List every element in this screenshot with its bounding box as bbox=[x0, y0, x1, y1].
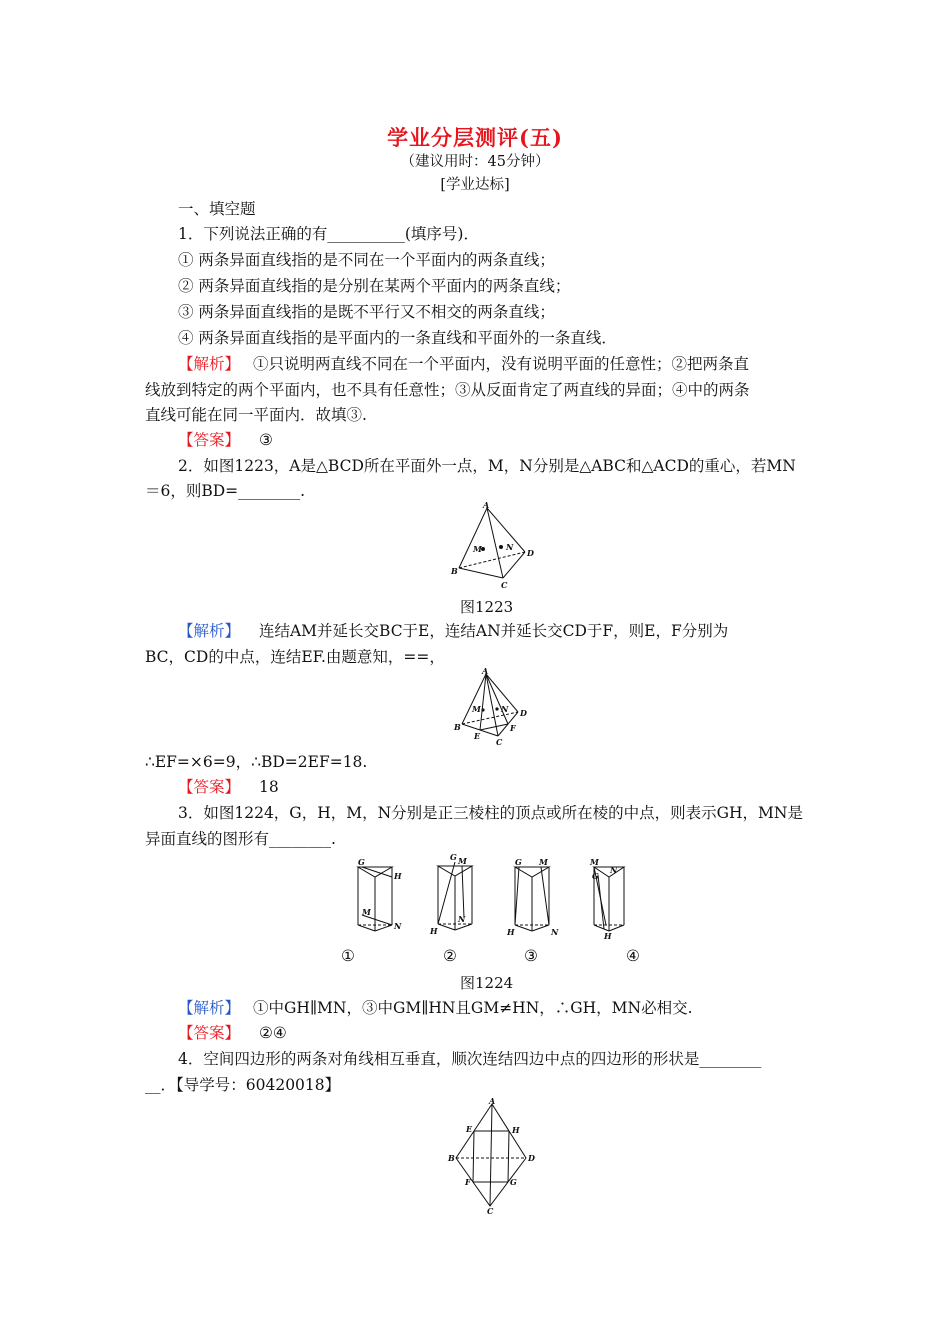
q3-stem-line-1: 3．如图1224，G，H，M，N分别是正三棱柱的顶点或所在棱的中点，则表示GH，MN是 bbox=[178, 804, 803, 822]
svg-text:G: G bbox=[510, 1177, 517, 1187]
svg-text:D: D bbox=[520, 708, 527, 718]
tetrahedron-auxiliary-figure bbox=[452, 668, 532, 746]
analysis-tag: 【解析】 bbox=[178, 999, 241, 1017]
q2-conclusion: ∴EF=×6=9，∴BD=2EF=18. bbox=[145, 753, 368, 771]
svg-text:G: G bbox=[358, 857, 365, 867]
svg-text:H: H bbox=[394, 871, 402, 881]
figure-1223-caption: 图1223 bbox=[460, 598, 514, 616]
svg-text:G: G bbox=[515, 857, 522, 867]
svg-text:D: D bbox=[528, 1153, 535, 1163]
prism-figure-4 bbox=[584, 855, 644, 940]
part-heading: 一、填空题 bbox=[178, 200, 256, 218]
q2-answer bbox=[178, 777, 279, 797]
svg-text:F: F bbox=[510, 723, 516, 733]
q2-stem-line-1: 2．如图1223，A是△BCD所在平面外一点，M，N分别是△ABC和△ACD的重心，若MN bbox=[178, 457, 796, 475]
analysis-tag: 【解析】 bbox=[178, 355, 241, 373]
svg-text:C: C bbox=[487, 1206, 494, 1214]
svg-text:M: M bbox=[590, 857, 599, 867]
analysis-text: ①只说明两直线不同在一个平面内，没有说明平面的任意性；②把两条直 bbox=[252, 355, 749, 373]
svg-text:M: M bbox=[458, 856, 467, 866]
q2-analysis-line-2: BC，CD的中点，连结EF.由题意知，==， bbox=[145, 648, 445, 666]
svg-text:H: H bbox=[604, 931, 612, 940]
answer-tag: 【答案】 bbox=[178, 778, 241, 796]
q4-stem-line-2: __．【导学号：60420018】 bbox=[145, 1076, 341, 1094]
q1-analysis-line-3: 直线可能在同一平面内．故填③. bbox=[145, 406, 367, 424]
svg-text:A: A bbox=[482, 668, 489, 676]
prism-label-2: ② bbox=[443, 947, 457, 965]
answer-value: 18 bbox=[258, 778, 279, 796]
q1-stem: 1．下列说法正确的有__________(填序号)． bbox=[178, 225, 479, 243]
prism-label-3: ③ bbox=[524, 947, 538, 965]
q4-stem-line-1: 4．空间四边形的两条对角线相互垂直，顺次连结四边中点的四边形的形状是________ bbox=[178, 1050, 762, 1068]
svg-text:N: N bbox=[551, 927, 559, 937]
svg-text:N: N bbox=[394, 921, 402, 931]
svg-text:H: H bbox=[507, 927, 515, 937]
analysis-text: ①中GH∥MN，③中GM∥HN且GM≠HN，∴GH，MN必相交. bbox=[252, 999, 693, 1017]
q1-analysis-line-2: 线放到特定的两个平面内，也不具有任意性；③从反面肯定了两直线的异面；④中的两条 bbox=[145, 381, 750, 399]
q2-stem-line-2: ＝6，则BD=________. bbox=[145, 482, 306, 500]
spatial-quadrilateral-figure bbox=[440, 1096, 540, 1214]
svg-text:E: E bbox=[474, 731, 481, 741]
svg-text:D: D bbox=[527, 548, 534, 558]
prism-label-4: ④ bbox=[626, 947, 640, 965]
svg-text:H: H bbox=[430, 926, 438, 936]
answer-value: ③ bbox=[258, 431, 273, 449]
svg-text:N: N bbox=[501, 704, 509, 714]
svg-text:M: M bbox=[472, 704, 481, 714]
q2-analysis-line-1 bbox=[178, 621, 728, 641]
svg-text:C: C bbox=[501, 580, 508, 590]
svg-text:M: M bbox=[473, 544, 482, 554]
q1-answer bbox=[178, 430, 273, 450]
svg-text:C: C bbox=[496, 737, 503, 746]
prism-figure-3 bbox=[505, 855, 565, 937]
svg-text:M: M bbox=[539, 857, 548, 867]
svg-text:N: N bbox=[506, 542, 514, 552]
prism-figure-1 bbox=[348, 855, 408, 937]
q1-option-1: ① 两条异面直线指的是不同在一个平面内的两条直线； bbox=[178, 251, 555, 269]
prism-figure-2 bbox=[428, 852, 488, 937]
q1-analysis-line-1 bbox=[178, 354, 749, 374]
page-title: 学业分层测评(五) bbox=[387, 125, 563, 150]
q1-option-4: ④ 两条异面直线指的是平面内的一条直线和平面外的一条直线． bbox=[178, 329, 617, 347]
figure-1224-caption: 图1224 bbox=[460, 974, 514, 992]
svg-text:A: A bbox=[483, 500, 490, 510]
svg-text:H: H bbox=[512, 1125, 520, 1135]
prism-label-1: ① bbox=[341, 947, 355, 965]
svg-text:A: A bbox=[489, 1096, 496, 1106]
svg-text:G: G bbox=[450, 852, 457, 862]
analysis-text: 连结AM并延长交BC于E，连结AN并延长交CD于F，则E，F分别为 bbox=[258, 622, 729, 640]
q3-answer bbox=[178, 1023, 287, 1043]
analysis-tag: 【解析】 bbox=[178, 622, 241, 640]
svg-text:E: E bbox=[466, 1124, 473, 1134]
svg-text:N: N bbox=[610, 865, 618, 875]
svg-text:M: M bbox=[362, 907, 371, 917]
q3-analysis bbox=[178, 998, 693, 1018]
answer-tag: 【答案】 bbox=[178, 1024, 241, 1042]
svg-text:F: F bbox=[465, 1177, 471, 1187]
q1-option-3: ③ 两条异面直线指的是既不平行又不相交的两条直线； bbox=[178, 303, 555, 321]
time-hint: （建议用时：45分钟） bbox=[400, 154, 550, 170]
svg-text:B: B bbox=[448, 1153, 455, 1163]
svg-text:B: B bbox=[451, 566, 458, 576]
q1-option-2: ② 两条异面直线指的是分别在某两个平面内的两条直线； bbox=[178, 277, 571, 295]
svg-text:B: B bbox=[454, 722, 461, 732]
section-tag: [学业达标] bbox=[440, 177, 510, 193]
answer-value: ②④ bbox=[258, 1024, 287, 1042]
svg-text:G: G bbox=[592, 871, 599, 881]
tetrahedron-figure-1223 bbox=[445, 500, 535, 592]
svg-text:N: N bbox=[458, 914, 466, 924]
answer-tag: 【答案】 bbox=[178, 431, 241, 449]
q3-stem-line-2: 异面直线的图形有________. bbox=[145, 830, 336, 848]
